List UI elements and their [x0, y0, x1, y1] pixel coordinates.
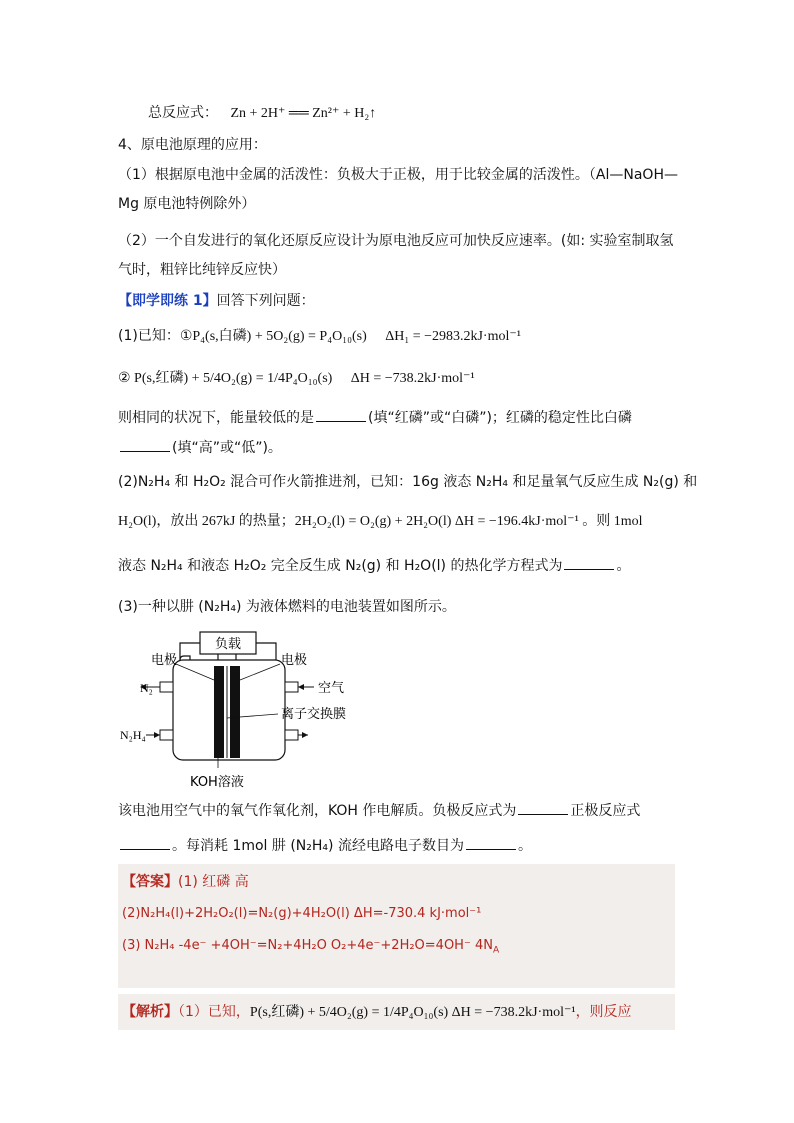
- electrode-left-label: 电极: [151, 653, 178, 668]
- answer-blank: [564, 555, 614, 570]
- section-heading: 4、原电池原理的应用：: [118, 137, 267, 153]
- answer-tag: 【答案】: [122, 874, 178, 890]
- total-reaction-line: [148, 103, 376, 124]
- q3-after-b: 正极反应式: [570, 803, 641, 819]
- q3-after-line2: [118, 835, 532, 856]
- period: 。: [517, 838, 532, 854]
- period: 。: [616, 558, 631, 574]
- analysis-line: [122, 1002, 632, 1023]
- vessel: [173, 660, 285, 760]
- koh-label: KOH溶液: [190, 775, 244, 790]
- analysis-eq: P(s,红磷) + 5/4O₂(g) = 1/4P₄O₁₀(s) ΔH = −738.2kJ·mol⁻¹: [249, 1005, 576, 1020]
- practice-prompt: 回答下列问题：: [216, 293, 315, 309]
- answer-line3: [122, 936, 499, 961]
- analysis-tag: 【解析】: [122, 1004, 178, 1020]
- q1-ask-a: 则相同的状况下，能量较低的是: [118, 410, 314, 426]
- q2-line3: [118, 555, 630, 576]
- membrane-label: 离子交换膜: [281, 707, 347, 722]
- analysis-text-b: ，则反应: [575, 1004, 632, 1020]
- answer-line1: [122, 872, 249, 892]
- q1-prefix: (1)已知：①: [118, 328, 193, 344]
- q2-line1: (2)N₂H₄ 和 H₂O₂ 混合可作火箭推进剂，已知：16g 液态 N₂H₄ 和足量氧气反应生成 N₂(g) 和: [118, 474, 698, 490]
- q3-after-line1: [118, 800, 640, 821]
- answer-blank: [120, 835, 170, 850]
- practice-tag: 【即学即练 1】: [118, 293, 217, 309]
- q3-line1: (3)一种以肼 (N₂H₄) 为液体燃料的电池装置如图所示。: [118, 599, 456, 615]
- answer-a2: (2)N₂H₄(l)+2H₂O₂(l)=N₂(g)+4H₂O(l) ΔH=-730.4 kJ·mol⁻¹: [122, 906, 482, 921]
- q2-line3-text: 液态 N₂H₄ 和液态 H₂O₂ 完全反生成 N₂(g) 和 H₂O(l) 的热化学方程式为: [118, 558, 563, 574]
- load-label: 负载: [214, 637, 242, 652]
- total-reaction-label: 总反应式：: [148, 105, 218, 121]
- item2-line2: 气时，粗锌比纯锌反应快）: [118, 262, 286, 278]
- q1-ask-c: (填“高”或“低”)。: [172, 440, 282, 456]
- air-label: 空气: [318, 681, 345, 696]
- right-electrode: [230, 666, 240, 758]
- q1-dh2: ΔH = −738.2kJ·mol⁻¹: [350, 371, 475, 386]
- q3-after-a: 该电池用空气中的氧气作氧化剂，KOH 作电解质。负极反应式为: [118, 803, 517, 819]
- answer-a1: (1) 红磷 高: [178, 874, 249, 890]
- q1-line1: [118, 326, 521, 347]
- answer-blank: [120, 437, 170, 452]
- left-electrode: [214, 666, 224, 758]
- n2-label: N₂: [140, 681, 153, 695]
- n2h4-label: N₂H₄: [120, 728, 146, 742]
- analysis-text-a: （1）已知，: [178, 1004, 250, 1020]
- item1-line2: Mg 原电池特例除外）: [118, 196, 256, 212]
- total-reaction-equation: Zn + 2H⁺ ══ Zn²⁺ + H₂↑: [230, 106, 377, 121]
- q1-ask-line2: [118, 437, 282, 458]
- answer-blank: [518, 800, 568, 815]
- q1-eq2: ② P(s,红磷) + 5/4O₂(g) = 1/4P₄O₁₀(s): [118, 371, 333, 386]
- answer-blank: [316, 407, 366, 422]
- answer-a3-sub: A: [492, 945, 500, 956]
- q1-dh1: ΔH₁ = −2983.2kJ·mol⁻¹: [385, 329, 521, 344]
- item2-line1: （2）一个自发进行的氧化还原反应设计为原电池反应可加快反应速率。(如: 实验室制取氢: [118, 233, 674, 249]
- q1-line2: [118, 368, 475, 389]
- battery-diagram: [118, 628, 358, 793]
- q3-after-c: 。每消耗 1mol 肼 (N₂H₄) 流经电路电子数目为: [172, 838, 464, 854]
- item1-line1: （1）根据原电池中金属的活泼性：负极大于正极，用于比较金属的活泼性。（Al—NaOH—: [118, 167, 678, 183]
- answer-blank: [466, 835, 516, 850]
- q1-ask-b: (填“红磷”或“白磷”)；红磷的稳定性比白磷: [368, 410, 632, 426]
- practice-header: [118, 291, 315, 311]
- answer-a3: (3) N₂H₄ -4e⁻ +4OH⁻=N₂+4H₂O O₂+4e⁻+2H₂O=4OH⁻ 4N: [122, 938, 493, 953]
- q1-eq1: P₄(s,白磷) + 5O₂(g) = P₄O₁₀(s): [192, 329, 367, 344]
- q1-ask-line1: [118, 407, 632, 428]
- q2-line2: H₂O(l)，放出 267kJ 的热量；2H₂O₂(l) = O₂(g) + 2H₂O(l) ΔH = −196.4kJ·mol⁻¹ 。则 1mol: [118, 514, 643, 529]
- electrode-right-label: 电极: [281, 653, 308, 668]
